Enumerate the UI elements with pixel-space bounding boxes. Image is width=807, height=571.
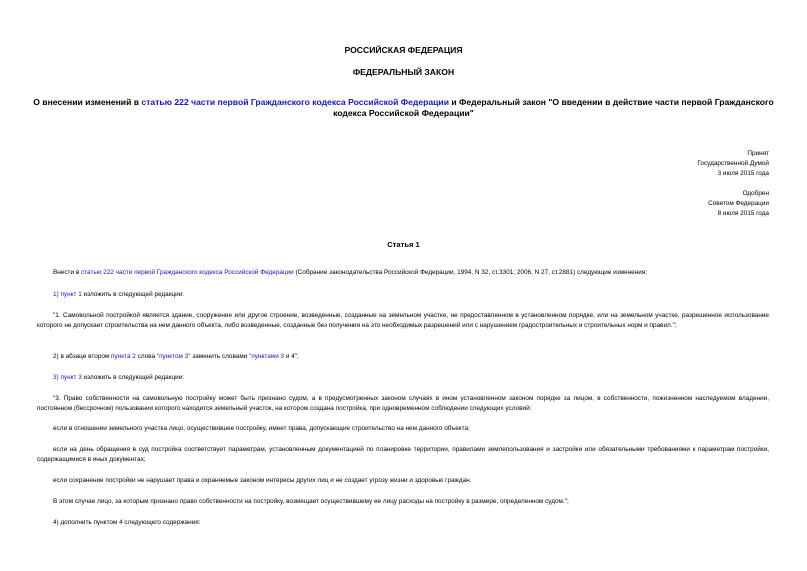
- article-222-title-link[interactable]: статью 222 части первой Гражданского кодекса Российской Федерации: [141, 97, 449, 107]
- paragraph-intro: Внести в статью 222 части первой Гражданского кодекса Российской Федерации (Собрание законодательства Российской Федерации, 1994, N 32, ст.3301; 2006, N 27, ст.2881) следующие изменения:: [53, 269, 648, 276]
- point-3-words-link[interactable]: "пунктом 3": [156, 353, 191, 360]
- accepted-block: [697, 149, 769, 180]
- law-title: [30, 97, 777, 119]
- paragraph-item-1-text: "1. Самовольной постройкой является здание, сооружение или другое строение, возведенные, созданные на земельном участке, не предоставленном в установленном порядке, или на земельном участке, разрешенное использование которого не допускает строительства на нем данного объекта, либо возведенные, созданные без получения на это необходимых разрешений или с нарушением градостроительных и строительных норм и правил.";: [37, 312, 769, 330]
- condition-2: если на день обращения в суд постройка соответствует параметрам, установленным документацией по планировке территории, правилами землепользования и застройки или обязательными требованиями к параметрам постройки, содержащимися в иных документах;: [37, 446, 769, 464]
- approved-date: 8 июля 2015 года: [717, 210, 769, 218]
- condition-3: если сохранение постройки не нарушает права и охраняемые законом интересы других лиц и не создает угрозу жизни и здоровью граждан.: [53, 477, 472, 484]
- point-3-link[interactable]: 3) пункт 3: [53, 374, 82, 381]
- approved-body: Советом Федерации: [708, 200, 769, 208]
- title-text-start: О внесении изменений в: [33, 97, 142, 107]
- point-1-link[interactable]: 1) пункт 1: [53, 291, 82, 298]
- article-222-link[interactable]: статью 222 части первой Гражданского кодекса Российской Федерации: [80, 269, 294, 276]
- paragraph-item-2: 2) в абзаце втором пункта 2 слова "пунктом 3" заменить словами "пунктами 3 и 4";: [53, 353, 299, 360]
- paragraph-item-1: 1) пункт 1 изложить в следующей редакции:: [53, 291, 185, 298]
- article-heading: Статья 1: [387, 240, 420, 249]
- approved-label: Одобрен: [742, 190, 769, 197]
- accepted-label: Принят: [747, 150, 769, 157]
- points-3-link[interactable]: "пунктами 3: [249, 353, 285, 360]
- accepted-date: 3 июля 2015 года: [717, 170, 769, 178]
- title-text-end: и Федеральный закон "О введении в действие части первой Гражданского кодекса Российской Федерации": [333, 97, 774, 118]
- law-type-heading: ФЕДЕРАЛЬНЫЙ ЗАКОН: [352, 67, 455, 77]
- compensation-paragraph: В этом случае лицо, за которым признано право собственности на постройку, возмещает осуществившему ее лицу расходы на постройку в размере, определенном судом.";: [53, 498, 569, 505]
- condition-1: если в отношении земельного участка лицо, осуществившее постройку, имеет права, допускающие строительство на нем данного объекта;: [53, 425, 470, 432]
- approved-block: [708, 189, 769, 220]
- country-heading: РОССИЙСКАЯ ФЕДЕРАЦИЯ: [344, 45, 463, 55]
- paragraph-item-3-text: "3. Право собственности на самовольную постройку может быть признано судом, а в предусмотренных законом случаях в ином установленном законом порядке за лицом, в собственности, пожизненном наследуемом владении, постоянном (бессрочном) пользовании которого находится земельный участок, на котором создана постройка, при одновременном соблюдении следующих условий:: [37, 395, 769, 413]
- paragraph-item-4: 4) дополнить пунктом 4 следующего содержания:: [53, 519, 201, 526]
- paragraph-item-3: 3) пункт 3 изложить в следующей редакции:: [53, 374, 185, 381]
- point-2-link[interactable]: пункта 2: [111, 353, 136, 360]
- accepted-body: Государственной Думой: [697, 160, 769, 168]
